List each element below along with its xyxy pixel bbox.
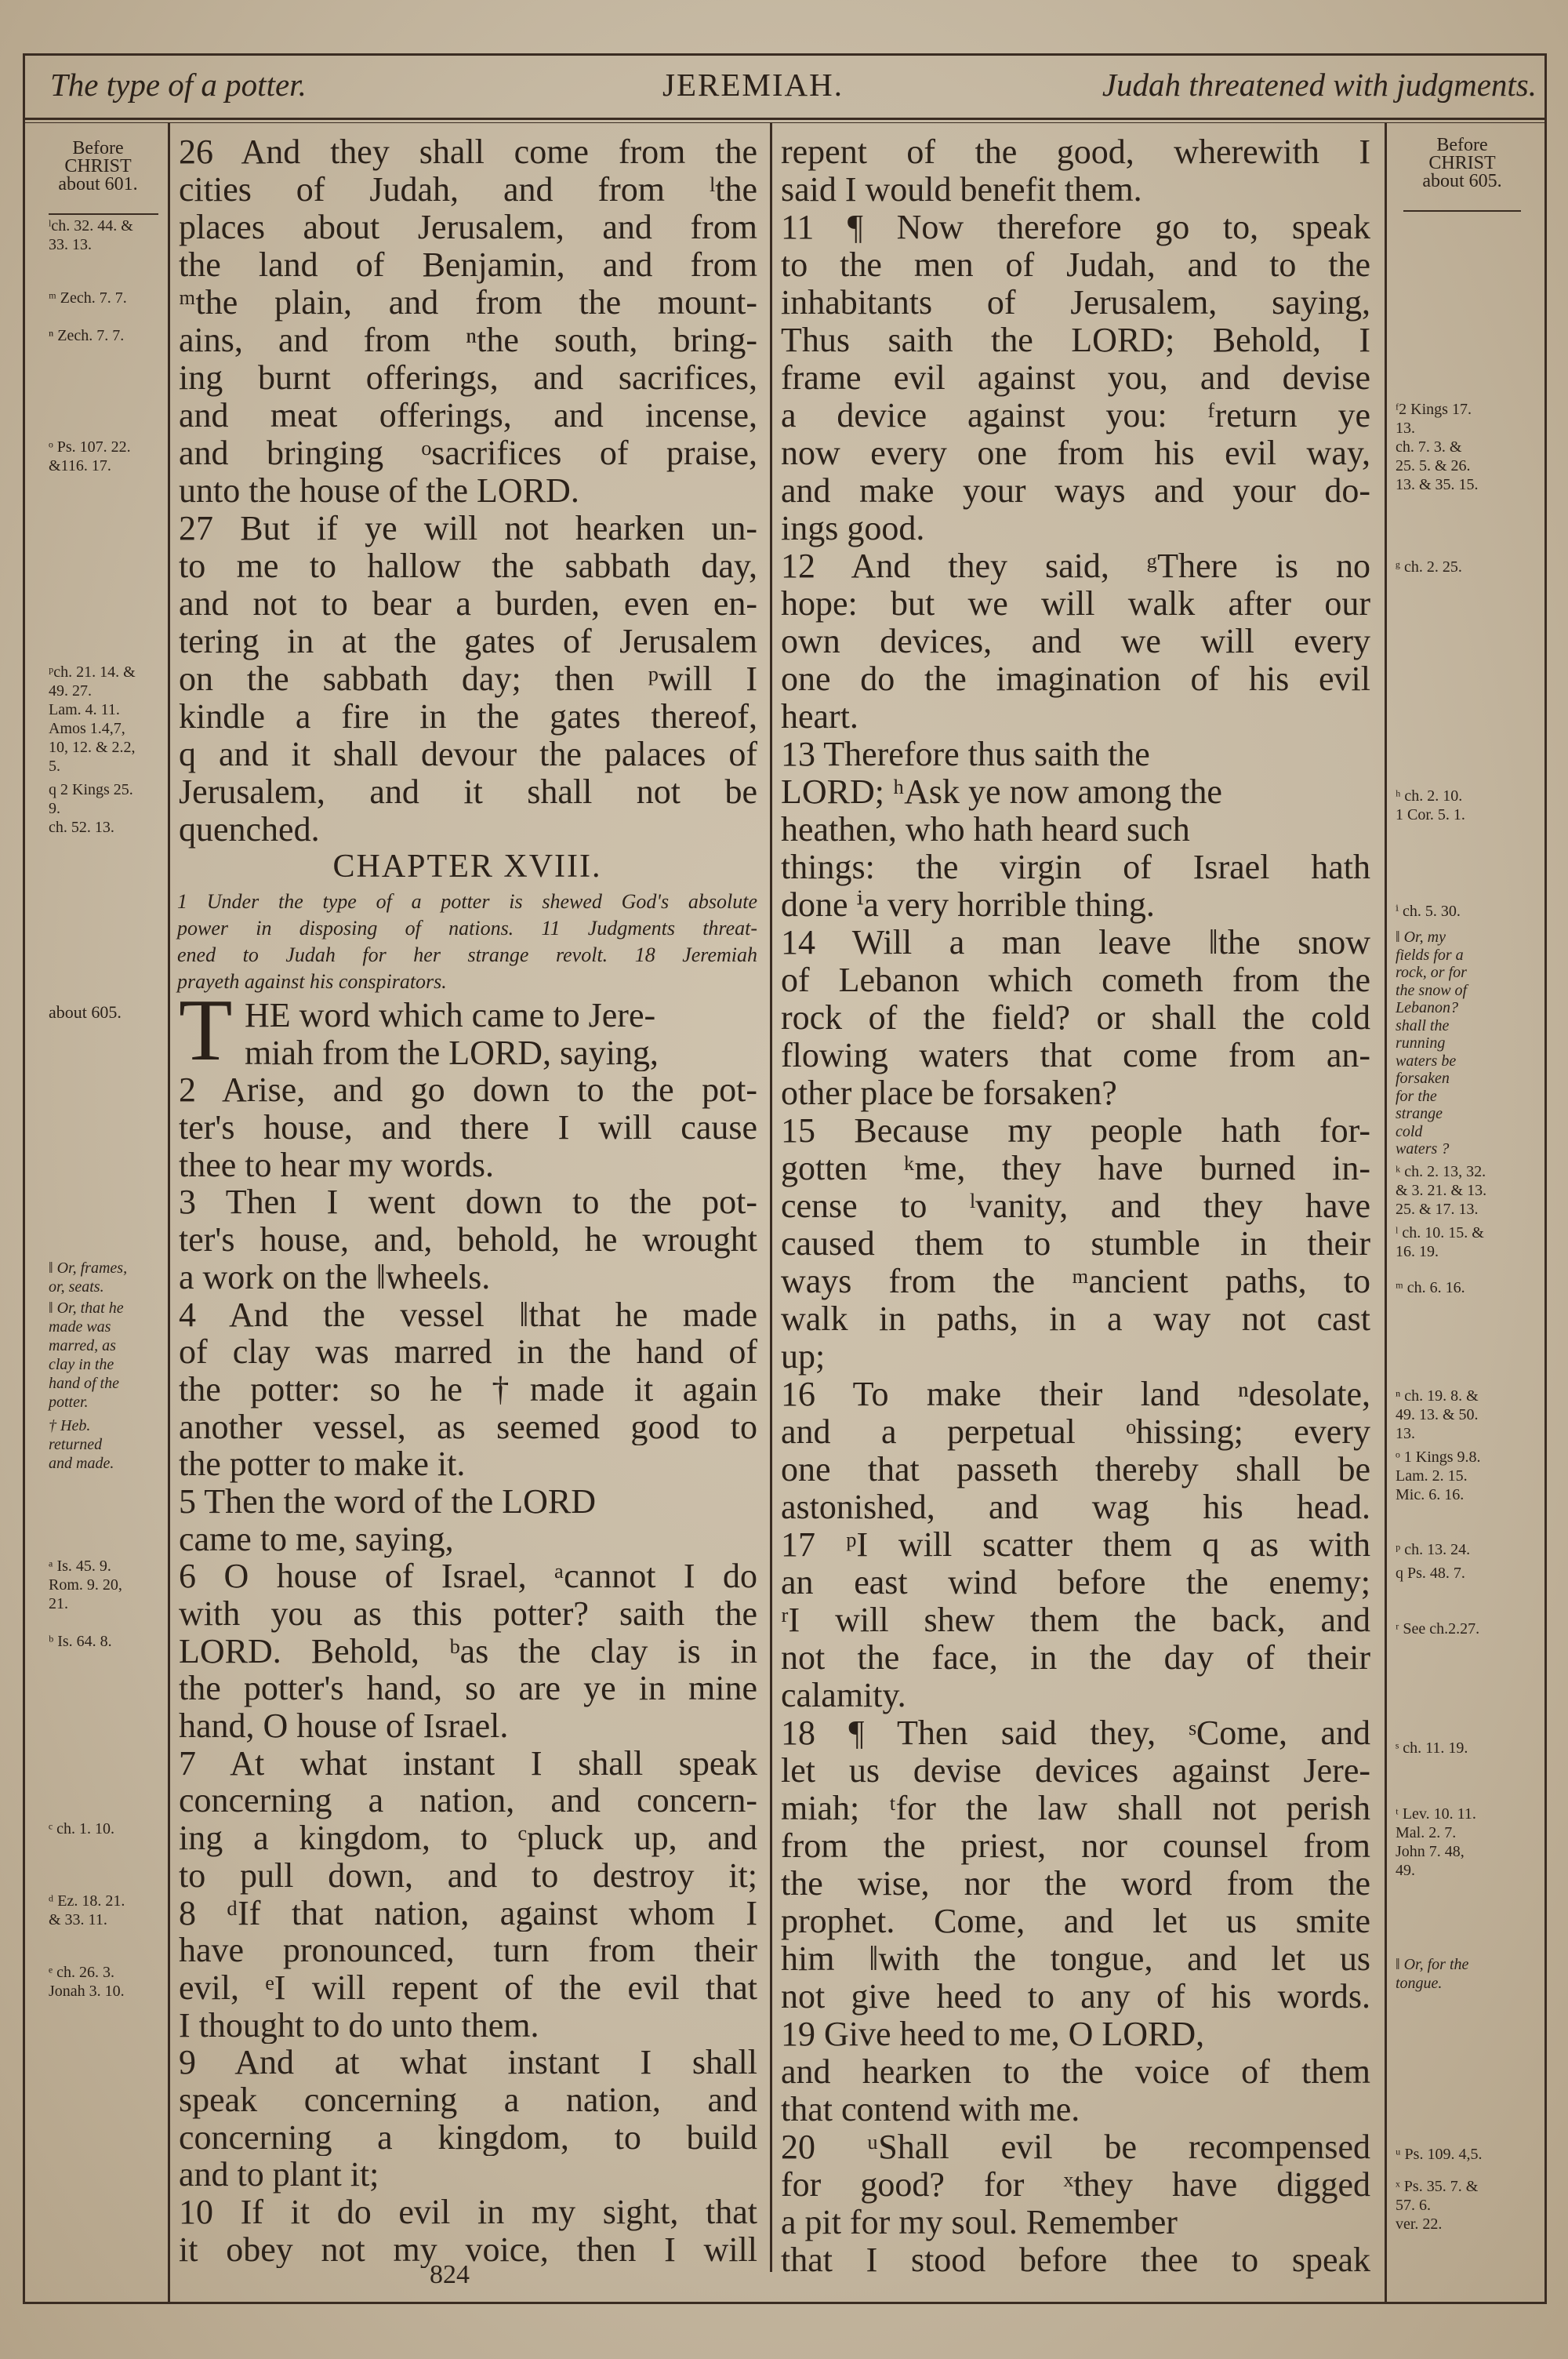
text-line: other place be forsaken? [781, 1074, 1117, 1112]
text-line: gotten ᵏme, they have burned in- [781, 1150, 1370, 1187]
cross-reference-note: ˣ Ps. 35. 7. & 57. 6. ver. 22. [1396, 2178, 1479, 2233]
cross-reference-note: ᵃ Is. 45. 9. Rom. 9. 20, 21. [49, 1558, 122, 1612]
text-line: and not to bear a burden, even en- [179, 585, 757, 623]
right-column-verses [781, 133, 1370, 2279]
cross-reference-note: ᶠ2 Kings 17. 13. ch. 7. 3. & 25. 5. & 26. 13. & 35. 15. [1396, 401, 1479, 493]
text-line: another vessel, as seemed good to [179, 1408, 757, 1446]
text-line: ᵐthe plain, and from the mount- [179, 284, 757, 322]
text-line: unto the house of the LORD. [179, 472, 579, 510]
text-line: repent of the good, wherewith I [781, 133, 1370, 171]
left-date-rule [49, 213, 158, 215]
text-line: not the face, in the day of their [781, 1639, 1370, 1677]
text-line: of clay was marred in the hand of [179, 1333, 757, 1371]
cross-reference-note: ᵉ ch. 26. 3. Jonah 3. 10. [49, 1964, 125, 2000]
cross-reference-note: ᵖch. 21. 14. & 49. 27. Lam. 4. 11. Amos 1.4,7, 10, 12. & 2.2, 5. [49, 663, 136, 775]
cross-reference-note: ˢ ch. 11. 19. [1396, 1739, 1468, 1757]
text-line: ing burnt offerings, and sacrifices, [179, 359, 757, 397]
hebrew-note: † Heb. returned and made. [49, 1417, 114, 1472]
running-head-right: Judah threatened with judgments. [1102, 67, 1537, 103]
cross-reference-note: ʳ See ch.2.27. [1396, 1620, 1480, 1637]
text-line: miah from the LORD, saying, [245, 1034, 659, 1072]
cross-reference-note: ⁿ Zech. 7. 7. [49, 327, 125, 344]
text-line: one do the imagination of his evil [781, 660, 1370, 698]
text-line: the potter to make it. [179, 1445, 466, 1483]
left-date-header: Before CHRIST about 601. [58, 138, 138, 194]
text-line: 8 ᵈIf that nation, against whom I [179, 1894, 757, 1932]
text-line: speak concerning a nation, and [179, 2081, 757, 2119]
text-line: to me to hallow the sabbath day, [179, 547, 757, 585]
text-line: kindle a fire in the gates thereof, [179, 698, 757, 736]
text-line: HE word which came to Jere- [245, 997, 656, 1034]
text-line: the wise, nor the word from the [781, 1865, 1370, 1903]
column-divider [770, 123, 772, 2272]
text-line: things: the virgin of Israel hath [781, 849, 1370, 886]
cross-reference-note: ˡ ch. 10. 15. & 16. 19. [1396, 1224, 1484, 1260]
cross-reference-note: ᵐ Zech. 7. 7. [49, 289, 127, 307]
text-line: and to plant it; [179, 2156, 379, 2194]
text-line: hope: but we will walk after our [781, 585, 1370, 623]
cross-reference-note: ᵒ Ps. 107. 22. &116. 17. [49, 438, 131, 474]
text-line: ings good. [781, 510, 925, 547]
cross-reference-note: ⁱ ch. 5. 30. [1396, 903, 1461, 920]
text-line: that I stood before thee to speak [781, 2241, 1370, 2279]
text-line: power in disposing of nations. 11 Judgments threat- [177, 917, 757, 940]
text-line: own devices, and we will every [781, 623, 1370, 660]
text-line: and bringing ᵒsacrifices of praise, [179, 434, 757, 472]
text-line: 20 ᵘShall evil be recompensed [781, 2128, 1370, 2166]
text-line: up; [781, 1338, 826, 1376]
text-line: concerning a nation, and concern- [179, 1782, 757, 1820]
left-column-verses-26-27 [179, 133, 757, 849]
cross-reference-note: ˡch. 32. 44. & 33. 13. [49, 217, 133, 253]
cross-reference-note: ᵈ Ez. 18. 21. & 33. 11. [49, 1892, 125, 1928]
text-line: said I would benefit them. [781, 171, 1142, 209]
left-margin-divider [168, 123, 170, 2304]
cross-reference-note: ᵐ ch. 6. 16. [1396, 1279, 1465, 1296]
text-line: now every one from his evil way, [781, 434, 1370, 472]
text-line: places about Jerusalem, and from [179, 209, 757, 246]
text-line: 19 Give heed to me, O LORD, [781, 2016, 1205, 2053]
text-line: flowing waters that come from an- [781, 1037, 1370, 1074]
header-rule [23, 118, 1547, 123]
text-line: and a perpetual ᵒhissing; every [781, 1413, 1370, 1451]
cross-reference-note: ᵗ Lev. 10. 11. Mal. 2. 7. John 7. 48, 49. [1396, 1805, 1476, 1879]
text-line: 14 Will a man leave ‖the snow [781, 924, 1370, 961]
text-line: Jerusalem, and it shall not be [179, 773, 757, 811]
text-line: with you as this potter? saith the [179, 1595, 757, 1633]
text-line: 3 Then I went down to the pot- [179, 1183, 757, 1222]
alternate-reading-note: ‖ Or, frames, or, seats. [49, 1259, 128, 1296]
text-line: cities of Judah, and from ˡthe [179, 171, 757, 209]
text-line: ing a kingdom, to ᶜpluck up, and [179, 1819, 757, 1857]
cross-reference-note: ᵏ ch. 2. 13, 32. & 3. 21. & 13. 25. & 17. 13. [1396, 1163, 1487, 1218]
date-note: about 605. [49, 1002, 122, 1022]
text-line: an east wind before the enemy; [781, 1564, 1370, 1601]
text-line: inhabitants of Jerusalem, saying, [781, 284, 1370, 322]
text-line: it obey not my voice, then I will [179, 2230, 757, 2269]
right-date-header: Before CHRIST about 605. [1422, 135, 1502, 191]
cross-reference-note: ʰ ch. 2. 10. 1 Cor. 5. 1. [1396, 787, 1465, 823]
text-line: heart. [781, 698, 858, 736]
text-line: tering in at the gates of Jerusalem [179, 623, 757, 660]
cross-reference-note: ᵍ ch. 2. 25. [1396, 558, 1462, 576]
text-line: ter's house, and there I will cause [179, 1109, 757, 1147]
text-line: and hearken to the voice of them [781, 2053, 1370, 2091]
running-head-book-title: JEREMIAH. [662, 67, 844, 103]
text-line: the potter's hand, so are ye in mine [179, 1670, 757, 1708]
cross-reference-note: ᵖ ch. 13. 24. [1396, 1541, 1471, 1558]
cross-reference-note: ⁿ ch. 19. 8. & 49. 13. & 50. 13. [1396, 1387, 1479, 1442]
text-line: came to me, saying, [179, 1520, 454, 1558]
text-line: one that passeth thereby shall be [781, 1451, 1370, 1488]
text-line: a device against you: ᶠreturn ye [781, 397, 1370, 434]
text-line: on the sabbath day; then ᵖwill I [179, 660, 757, 698]
text-line: to pull down, and to destroy it; [179, 1856, 757, 1895]
text-line: I thought to do unto them. [179, 2006, 539, 2045]
text-line: 26 And they shall come from the [179, 133, 757, 171]
alternate-reading-note: ‖ Or, for the tongue. [1396, 1956, 1469, 1992]
text-line: 17 ᵖI will scatter them q as with [781, 1526, 1370, 1564]
text-line: miah; ᵗfor the law shall not perish [781, 1790, 1370, 1827]
text-line: walk in paths, in a way not cast [781, 1300, 1370, 1338]
text-line: not give heed to any of his words. [781, 1978, 1370, 2016]
text-line: rock of the field? or shall the cold [781, 999, 1370, 1037]
text-line: ter's house, and, behold, he wrought [179, 1221, 757, 1259]
text-line: and meat offerings, and incense, [179, 397, 757, 434]
cross-reference-note: ᵘ Ps. 109. 4,5. [1396, 2146, 1483, 2163]
text-line: heathen, who hath heard such [781, 811, 1190, 849]
text-line: quenched. [179, 811, 320, 849]
text-line: a pit for my soul. Remember [781, 2204, 1178, 2241]
text-line: done ⁱa very horrible thing. [781, 886, 1155, 924]
text-line: a work on the ‖wheels. [179, 1258, 491, 1296]
text-line: that contend with me. [781, 2091, 1080, 2128]
text-line: let us devise devices against Jere- [781, 1752, 1370, 1790]
drop-cap: T [179, 982, 233, 1079]
text-line: for good? for ˣthey have digged [781, 2166, 1370, 2204]
text-line: have pronounced, turn from their [179, 1932, 757, 1969]
text-line: 10 If it do evil in my sight, that [179, 2194, 757, 2231]
text-line: from the priest, nor counsel from [781, 1827, 1370, 1865]
text-line: ʳI will shew them the back, and [781, 1601, 1370, 1639]
text-line: 4 And the vessel ‖that he made [179, 1296, 757, 1334]
text-line: him ‖with the tongue, and let us [781, 1940, 1370, 1978]
text-line: 2 Arise, and go down to the pot- [179, 1071, 757, 1110]
text-line: calamity. [781, 1677, 906, 1714]
text-line: 13 Therefore thus saith the [781, 736, 1150, 773]
text-line: LORD; ʰAsk ye now among the [781, 773, 1222, 811]
alternate-reading-note: ‖ Or, that he made was marred, as clay in the hand of the potter. [49, 1299, 124, 1411]
text-line: 9 And at what instant I shall [179, 2044, 757, 2081]
text-line: thee to hear my words. [179, 1146, 494, 1184]
text-line: and make your ways and your do- [781, 472, 1370, 510]
running-head-left: The type of a potter. [50, 67, 307, 103]
text-line: cense to ˡvanity, and they have [781, 1187, 1370, 1225]
text-line: 7 At what instant I shall speak [179, 1744, 757, 1783]
text-line: Thus saith the LORD; Behold, I [781, 322, 1370, 359]
page-number: 824 [430, 2260, 470, 2289]
text-line: prophet. Come, and let us smite [781, 1903, 1370, 1940]
text-line: LORD. Behold, ᵇas the clay is in [179, 1632, 757, 1670]
cross-reference-note: ᶜ ch. 1. 10. [49, 1820, 114, 1837]
text-line: q and it shall devour the palaces of [179, 736, 757, 773]
text-line: 12 And they said, ᵍThere is no [781, 547, 1370, 585]
cross-reference-note: ᵒ 1 Kings 9.8. Lam. 2. 15. Mic. 6. 16. [1396, 1448, 1481, 1503]
text-line: 15 Because my people hath for- [781, 1112, 1370, 1150]
text-line: 5 Then the word of the LORD [179, 1482, 596, 1521]
text-line: prayeth against his conspirators. [177, 970, 447, 993]
chapter-summary [177, 889, 757, 995]
text-line: ains, and from ⁿthe south, bring- [179, 322, 757, 359]
text-line: evil, ᵉI will repent of the evil that [179, 1968, 757, 2007]
left-column-chapter-18 [179, 997, 757, 2268]
cross-reference-note: q Ps. 48. 7. [1396, 1565, 1465, 1582]
alternate-reading-note: ‖ Or, my fields for a rock, or for the snow of Lebanon? shall the running waters be forsaken for the strange cold waters ? [1396, 929, 1468, 1158]
text-line: frame evil against you, and devise [781, 359, 1370, 397]
text-line: concerning a kingdom, to build [179, 2118, 757, 2157]
text-line: to the men of Judah, and to the [781, 246, 1370, 284]
text-line: the land of Benjamin, and from [179, 246, 757, 284]
right-date-rule [1403, 210, 1521, 212]
text-line: caused them to stumble in their [781, 1225, 1370, 1263]
text-line: 11 ¶ Now therefore go to, speak [781, 209, 1370, 246]
text-line: of Lebanon which cometh from the [781, 961, 1370, 999]
text-line: astonished, and wag his head. [781, 1488, 1370, 1526]
text-line: 16 To make their land ⁿdesolate, [781, 1376, 1370, 1413]
text-line: 27 But if ye will not hearken un- [179, 510, 757, 547]
text-line: 18 ¶ Then said they, ˢCome, and [781, 1714, 1370, 1752]
text-line: 6 O house of Israel, ᵃcannot I do [179, 1558, 757, 1595]
cross-reference-note: q 2 Kings 25. 9. ch. 52. 13. [49, 781, 133, 836]
right-margin-divider [1385, 123, 1387, 2304]
text-line: the potter: so he †made it again [179, 1370, 757, 1408]
text-line: 1 Under the type of a potter is shewed God's absolute [177, 890, 757, 913]
text-line: ened to Judah for her strange revolt. 18 Jeremiah [177, 943, 757, 966]
text-line: hand, O house of Israel. [179, 1707, 509, 1745]
chapter-heading: CHAPTER XVIII. [332, 849, 602, 885]
text-line: ways from the ᵐancient paths, to [781, 1263, 1370, 1300]
cross-reference-note: ᵇ Is. 64. 8. [49, 1633, 112, 1650]
